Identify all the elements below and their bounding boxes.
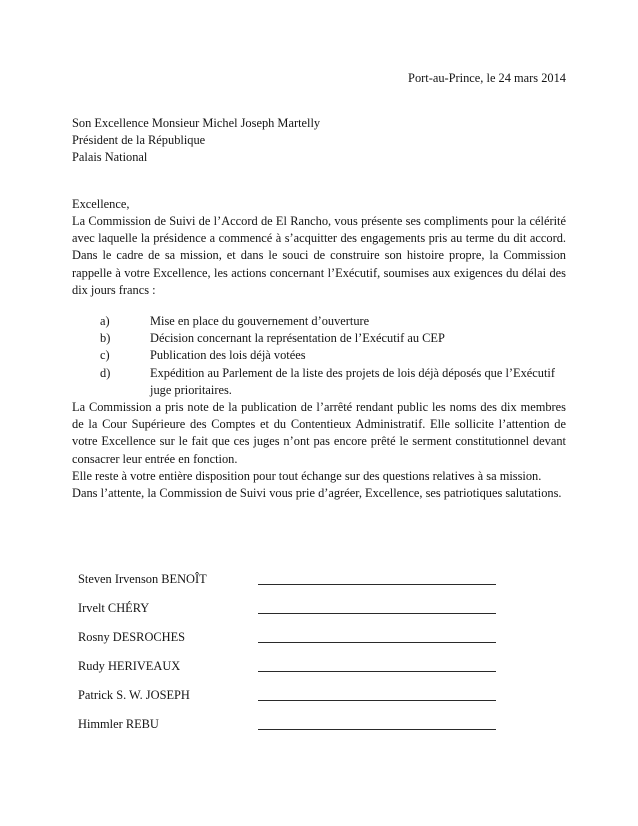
signature-row (78, 559, 566, 588)
paragraph-availability: Elle reste à votre entière disposition pour tout échange sur des questions relatives à sa mission. (72, 468, 542, 483)
signature-block (72, 559, 566, 733)
list-item-label: Expédition au Parlement de la liste des projets de lois déjà déposés que l’Exécutif juge prioritaires. (150, 365, 555, 397)
list-item (100, 347, 566, 364)
signature-line[interactable] (258, 642, 496, 643)
list-item-label: Publication des lois déjà votées (150, 348, 306, 363)
list-item-marker: d) (100, 365, 111, 380)
document-content (72, 0, 566, 733)
paragraph-intro: La Commission de Suivi de l’Accord de El Rancho, vous présente ses compliments pour la célérité avec laquelle la présidence a commencé à s’acquitter des engagements pris au terme du dit accord. Dans le cadre de sa mission, et dans le souci de construire son histoire propre, la Commission rappelle à votre Excellence, les actions concernant l’Exécutif, soumises aux exigences du délai des dix jours francs : (72, 214, 566, 297)
signatory-name: Rudy HERIVEAUX (78, 659, 181, 674)
salutation: Excellence, (72, 197, 130, 211)
list-item-label: Mise en place du gouvernement d’ouverture (150, 314, 370, 329)
paragraph-closing: Dans l’attente, la Commission de Suivi vous prie d’agréer, Excellence, ses patriotiques salutations. (72, 486, 562, 501)
recipient-address-block (72, 115, 566, 166)
list-item-label: Décision concernant la représentation de l’Exécutif au CEP (150, 331, 445, 346)
action-list (72, 313, 566, 399)
signatory-name: Irvelt CHÉRY (78, 601, 150, 616)
date-line: Port-au-Prince, le 24 mars 2014 (408, 71, 566, 85)
signatory-name: Patrick S. W. JOSEPH (78, 688, 190, 703)
signature-row (78, 588, 566, 617)
list-item (100, 330, 566, 347)
list-item (100, 313, 566, 330)
signature-row (78, 617, 566, 646)
signature-line[interactable] (258, 700, 496, 701)
signatory-name: Steven Irvenson BENOÎT (78, 572, 207, 587)
signature-row (78, 646, 566, 675)
list-item-marker: c) (100, 348, 110, 363)
signature-line[interactable] (258, 671, 496, 672)
address-line-place: Palais National (72, 150, 148, 164)
signature-row (78, 704, 566, 733)
address-line-name: Son Excellence Monsieur Michel Joseph Martelly (72, 116, 321, 130)
signature-line[interactable] (258, 613, 496, 614)
list-item-marker: a) (100, 314, 110, 329)
signatory-name: Rosny DESROCHES (78, 630, 186, 645)
list-item (100, 365, 566, 399)
signature-line[interactable] (258, 584, 496, 585)
paragraph-after-list: La Commission a pris note de la publication de l’arrêté rendant public les noms des dix membres de la Cour Supérieure des Comptes et du Contentieux Administratif. Elle sollicite l’attention de votre Excellence sur le fait que ces juges n’ont pas encore prêté le serment constitutionnel devant consacrer leur entrée en fonction. (72, 400, 566, 466)
signature-row (78, 675, 566, 704)
list-item-marker: b) (100, 331, 111, 346)
signatory-name: Himmler REBU (78, 717, 159, 732)
address-line-title: Président de la République (72, 133, 206, 147)
signature-line[interactable] (258, 729, 496, 730)
